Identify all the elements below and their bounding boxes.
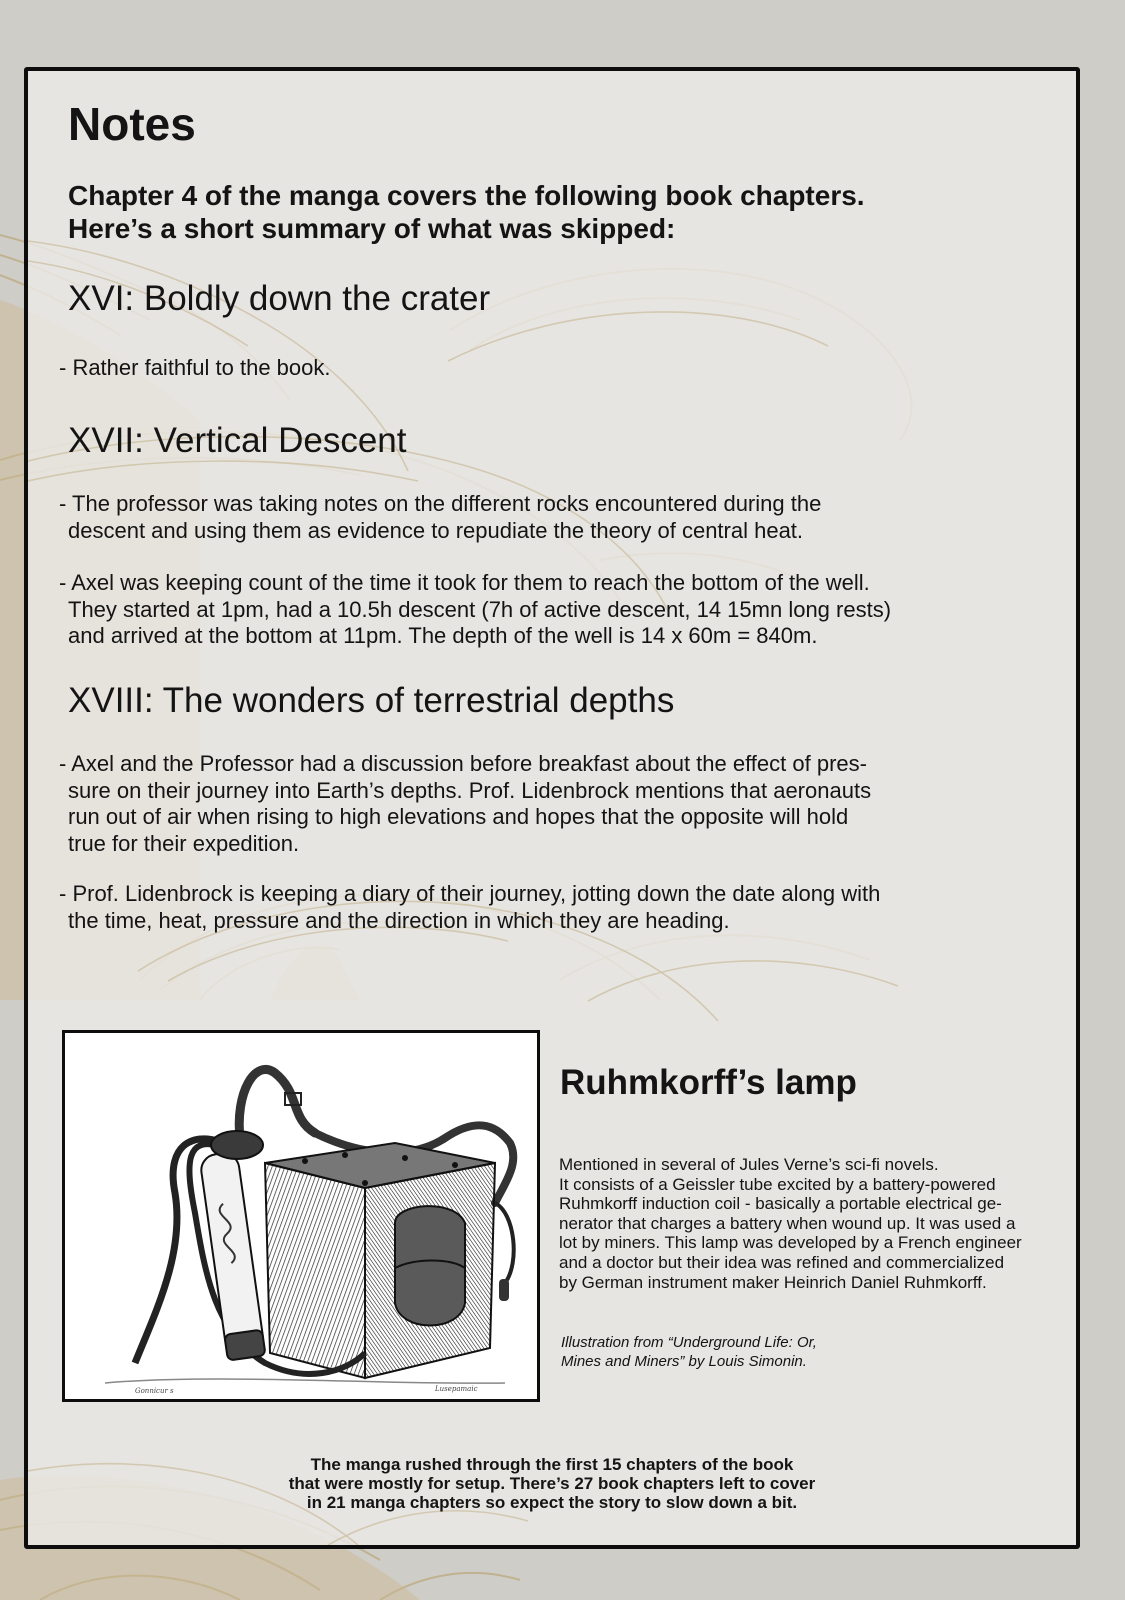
paragraph-line: - Rather faithful to the book. [59,355,331,380]
footer-line: in 21 manga chapters so expect the story to slow down a bit. [306,1493,798,1512]
section-heading-xvi: XVI: Boldly down the crater [68,279,491,318]
engraver-signature-right: Lusepamaic [435,1385,478,1393]
paragraph-line: run out of air when rising to high elevations and hopes that the opposite will hold [68,804,849,829]
description-line: lot by miners. This lamp was developed by a French engineer [559,1233,1022,1253]
footer-line: that were mostly for setup. There’s 27 book chapters left to cover [288,1474,816,1493]
caption-line: Illustration from “Underground Life: Or, [561,1334,817,1351]
footer-line: The manga rushed through the first 15 chapters of the book [310,1455,794,1474]
paragraph-line: and arrived at the bottom at 11pm. The depth of the well is 14 x 60m = 840m. [68,623,818,648]
description-line: nerator that charges a battery when wound up. It was used a [559,1213,1016,1233]
paragraph-line: - The professor was taking notes on the different rocks encountered during the [59,491,822,516]
lamp-heading: Ruhmkorff’s lamp [560,1063,857,1102]
lamp-engraving-image [65,1033,537,1399]
section-xvii-paragraph-2 [59,570,1049,650]
description-line: and a doctor but their idea was refined and commercialized [559,1252,1005,1272]
intro-text [68,179,1028,245]
notes-panel [24,67,1080,1549]
intro-line: Here’s a short summary of what was skipped: [68,213,676,244]
footer-note [28,1455,1076,1512]
illustration-caption [561,1333,1041,1371]
paragraph-line: descent and using them as evidence to repudiate the theory of central heat. [68,517,804,543]
section-xvii-paragraph-1 [59,491,1049,544]
description-line: by German instrument maker Heinrich Daniel Ruhmkorff. [559,1272,987,1292]
paragraph-line: the time, heat, pressure and the direction in which they are heading. [68,907,730,933]
lamp-description [559,1155,1059,1292]
paragraph-line: sure on their journey into Earth’s depths. Prof. Lidenbrock mentions that aeronauts [68,777,872,803]
paragraph-line: true for their expedition. [68,830,300,856]
ruhmkorff-lamp-illustration [62,1030,540,1402]
engraver-signature-left: Gonnicur s [135,1387,174,1395]
section-xviii-paragraph-1 [59,751,1049,857]
section-heading-xviii: XVIII: The wonders of terrestrial depths [68,681,675,720]
section-xvi-paragraph [59,355,1049,382]
section-xviii-paragraph-2 [59,881,1049,934]
paragraph-line: - Axel and the Professor had a discussion before breakfast about the effect of pres- [59,751,867,776]
paragraph-line: They started at 1pm, had a 10.5h descent (7h of active descent, 14 15mn long rests) [68,596,892,622]
intro-line: Chapter 4 of the manga covers the following book chapters. [68,180,865,211]
paragraph-line: - Prof. Lidenbrock is keeping a diary of their journey, jotting down the date along with [59,881,881,906]
description-line: Mentioned in several of Jules Verne’s sci-fi novels. [559,1155,939,1174]
paragraph-line: - Axel was keeping count of the time it took for them to reach the bottom of the well. [59,570,870,595]
caption-line: Mines and Miners” by Louis Simonin. [561,1353,807,1370]
page-title: Notes [68,98,196,150]
description-line: It consists of a Geissler tube excited by a battery-powered [559,1174,996,1194]
section-heading-xvii: XVII: Vertical Descent [68,421,407,460]
description-line: Ruhmkorff induction coil - basically a portable electrical ge- [559,1194,1002,1214]
